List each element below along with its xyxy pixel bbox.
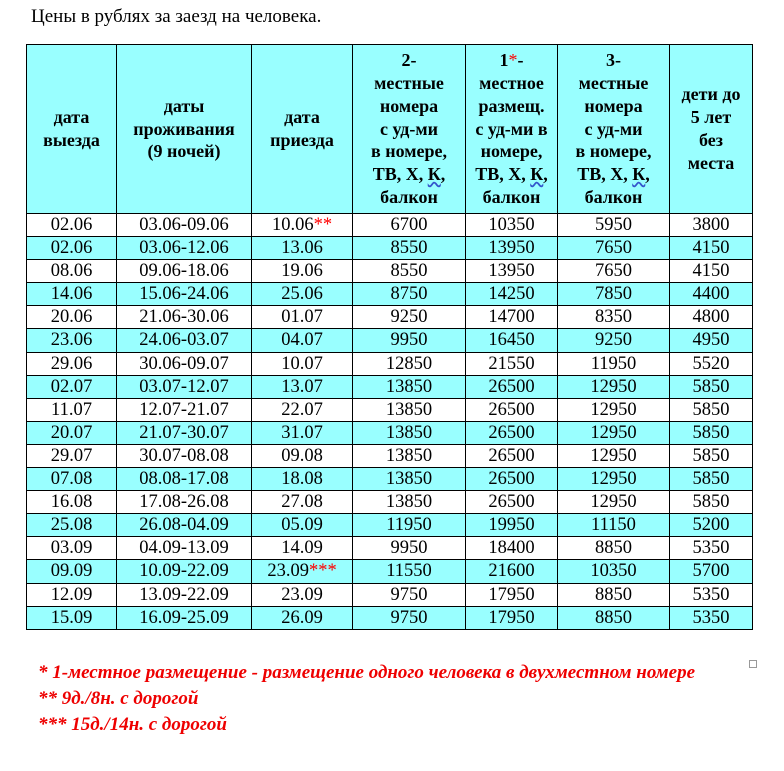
- stay-dates-cell: 03.07-12.07: [117, 375, 252, 398]
- footnote-mark: **: [313, 215, 333, 235]
- table-row: [27, 421, 753, 444]
- arrival-date-cell: 14.09: [252, 537, 353, 560]
- arrival-date-cell: 23.09: [252, 583, 353, 606]
- table-row: [27, 329, 753, 352]
- stay-dates-cell: 21.07-30.07: [117, 421, 252, 444]
- children-price-cell: 5700: [670, 560, 753, 583]
- table-row: [27, 306, 753, 329]
- stay-dates-cell: 21.06-30.06: [117, 306, 252, 329]
- departure-date-cell: 29.07: [27, 444, 117, 467]
- arrival-date-cell: 01.07: [252, 306, 353, 329]
- double-room-price-cell: 9250: [353, 306, 466, 329]
- single-occupancy-price-cell: 26500: [466, 398, 558, 421]
- children-price-cell: 5350: [670, 537, 753, 560]
- double-room-price-cell: 11950: [353, 514, 466, 537]
- stay-dates-cell: 17.08-26.08: [117, 491, 252, 514]
- arrival-date-cell: 22.07: [252, 398, 353, 421]
- header-children: дети до 5 лет без места: [670, 45, 753, 214]
- single-occupancy-price-cell: 17950: [466, 606, 558, 629]
- single-occupancy-price-cell: 26500: [466, 375, 558, 398]
- arrival-date-cell: 23.09***: [252, 560, 353, 583]
- stay-dates-cell: 24.06-03.07: [117, 329, 252, 352]
- children-price-cell: 5350: [670, 583, 753, 606]
- children-price-cell: 4150: [670, 237, 753, 260]
- footnote-two-stars: ** 9д./8н. с дорогой: [38, 688, 199, 709]
- children-price-cell: 5520: [670, 352, 753, 375]
- table-row: [27, 398, 753, 421]
- table-caption: Цены в рублях за заезд на человека.: [31, 6, 322, 27]
- stay-dates-cell: 03.06-09.06: [117, 214, 252, 237]
- stay-dates-cell: 30.07-08.08: [117, 444, 252, 467]
- triple-room-price-cell: 12950: [558, 421, 670, 444]
- departure-date-cell: 25.08: [27, 514, 117, 537]
- triple-room-price-cell: 8850: [558, 606, 670, 629]
- footnote-mark: ***: [308, 561, 337, 582]
- triple-room-price-cell: 7850: [558, 283, 670, 306]
- triple-room-price-cell: 12950: [558, 468, 670, 491]
- header-departure-date: дата выезда: [27, 45, 117, 214]
- stay-dates-cell: 03.06-12.06: [117, 237, 252, 260]
- header-double-rooms: 2- местные номера с уд-ми в номере, ТВ, Х, К, балкон: [353, 45, 466, 214]
- single-occupancy-price-cell: 21550: [466, 352, 558, 375]
- single-occupancy-price-cell: 14250: [466, 283, 558, 306]
- triple-room-price-cell: 9250: [558, 329, 670, 352]
- triple-room-price-cell: 8850: [558, 537, 670, 560]
- double-room-price-cell: 12850: [353, 352, 466, 375]
- arrival-date-cell: 27.08: [252, 491, 353, 514]
- departure-date-cell: 02.06: [27, 214, 117, 237]
- table-row: [27, 537, 753, 560]
- departure-date-cell: 23.06: [27, 329, 117, 352]
- arrival-date-cell: 26.09: [252, 606, 353, 629]
- children-price-cell: 5850: [670, 468, 753, 491]
- table-row: [27, 237, 753, 260]
- table-row: [27, 606, 753, 629]
- prices-table: [26, 44, 753, 630]
- stay-dates-cell: 09.06-18.06: [117, 260, 252, 283]
- single-occupancy-price-cell: 21600: [466, 560, 558, 583]
- triple-room-price-cell: 11150: [558, 514, 670, 537]
- children-price-cell: 4800: [670, 306, 753, 329]
- double-room-price-cell: 13850: [353, 398, 466, 421]
- double-room-price-cell: 9750: [353, 583, 466, 606]
- double-room-price-cell: 9750: [353, 606, 466, 629]
- double-room-price-cell: 8550: [353, 260, 466, 283]
- single-occupancy-price-cell: 26500: [466, 444, 558, 467]
- footnote-single-occupancy: * 1-местное размещение - размещение одного человека в двухместном номере: [38, 662, 696, 683]
- double-room-price-cell: 8550: [353, 237, 466, 260]
- stay-dates-cell: 13.09-22.09: [117, 583, 252, 606]
- table-row: [27, 468, 753, 491]
- children-price-cell: 4400: [670, 283, 753, 306]
- departure-date-cell: 08.06: [27, 260, 117, 283]
- double-room-price-cell: 13850: [353, 491, 466, 514]
- departure-date-cell: 02.06: [27, 237, 117, 260]
- arrival-date-cell: 18.08: [252, 468, 353, 491]
- stay-dates-cell: 15.06-24.06: [117, 283, 252, 306]
- children-price-cell: 5200: [670, 514, 753, 537]
- double-room-price-cell: 9950: [353, 329, 466, 352]
- double-room-price-cell: 13850: [353, 375, 466, 398]
- triple-room-price-cell: 10350: [558, 560, 670, 583]
- arrival-date-cell: 19.06: [252, 260, 353, 283]
- departure-date-cell: 14.06: [27, 283, 117, 306]
- children-price-cell: 5850: [670, 421, 753, 444]
- arrival-date-cell: 10.06**: [252, 214, 353, 237]
- triple-room-price-cell: 12950: [558, 444, 670, 467]
- single-occupancy-price-cell: 16450: [466, 329, 558, 352]
- stay-dates-cell: 08.08-17.08: [117, 468, 252, 491]
- children-price-cell: 4950: [670, 329, 753, 352]
- departure-date-cell: 07.08: [27, 468, 117, 491]
- children-price-cell: 5850: [670, 375, 753, 398]
- departure-date-cell: 03.09: [27, 537, 117, 560]
- table-row: [27, 491, 753, 514]
- single-occupancy-price-cell: 17950: [466, 583, 558, 606]
- arrival-date-cell: 25.06: [252, 283, 353, 306]
- double-room-price-cell: 6700: [353, 214, 466, 237]
- single-occupancy-price-cell: 26500: [466, 491, 558, 514]
- double-room-price-cell: 11550: [353, 560, 466, 583]
- header-row: [27, 45, 753, 214]
- stay-dates-cell: 26.08-04.09: [117, 514, 252, 537]
- departure-date-cell: 29.06: [27, 352, 117, 375]
- arrival-date-cell: 09.08: [252, 444, 353, 467]
- table-row: [27, 444, 753, 467]
- table-row: [27, 214, 753, 237]
- triple-room-price-cell: 7650: [558, 260, 670, 283]
- header-arrival-date: дата приезда: [252, 45, 353, 214]
- double-room-price-cell: 13850: [353, 444, 466, 467]
- children-price-cell: 3800: [670, 214, 753, 237]
- table-row: [27, 352, 753, 375]
- arrival-date-cell: 10.07: [252, 352, 353, 375]
- table-row: [27, 560, 753, 583]
- triple-room-price-cell: 12950: [558, 375, 670, 398]
- table-row: [27, 583, 753, 606]
- double-room-price-cell: 13850: [353, 421, 466, 444]
- header-triple-rooms: 3- местные номера с уд-ми в номере, ТВ, Х, К, балкон: [558, 45, 670, 214]
- departure-date-cell: 15.09: [27, 606, 117, 629]
- departure-date-cell: 02.07: [27, 375, 117, 398]
- single-occupancy-price-cell: 13950: [466, 260, 558, 283]
- triple-room-price-cell: 11950: [558, 352, 670, 375]
- stay-dates-cell: 12.07-21.07: [117, 398, 252, 421]
- triple-room-price-cell: 8350: [558, 306, 670, 329]
- children-price-cell: 5850: [670, 444, 753, 467]
- triple-room-price-cell: 7650: [558, 237, 670, 260]
- arrival-date-cell: 13.06: [252, 237, 353, 260]
- arrival-date-cell: 04.07: [252, 329, 353, 352]
- children-price-cell: 5350: [670, 606, 753, 629]
- table-body: [27, 214, 753, 630]
- departure-date-cell: 09.09: [27, 560, 117, 583]
- single-occupancy-price-cell: 13950: [466, 237, 558, 260]
- triple-room-price-cell: 5950: [558, 214, 670, 237]
- departure-date-cell: 12.09: [27, 583, 117, 606]
- header-stay-dates: даты проживания (9 ночей): [117, 45, 252, 214]
- triple-room-price-cell: 12950: [558, 491, 670, 514]
- single-occupancy-price-cell: 14700: [466, 306, 558, 329]
- footnote-three-stars: *** 15д./14н. с дорогой: [38, 714, 227, 735]
- table-row: [27, 283, 753, 306]
- children-price-cell: 4150: [670, 260, 753, 283]
- table-row: [27, 375, 753, 398]
- children-price-cell: 5850: [670, 491, 753, 514]
- departure-date-cell: 20.06: [27, 306, 117, 329]
- stay-dates-cell: 04.09-13.09: [117, 537, 252, 560]
- table-row: [27, 260, 753, 283]
- arrival-date-cell: 05.09: [252, 514, 353, 537]
- triple-room-price-cell: 12950: [558, 398, 670, 421]
- departure-date-cell: 16.08: [27, 491, 117, 514]
- table-row: [27, 514, 753, 537]
- resize-handle[interactable]: [749, 660, 757, 668]
- single-occupancy-price-cell: 10350: [466, 214, 558, 237]
- arrival-date-cell: 31.07: [252, 421, 353, 444]
- double-room-price-cell: 13850: [353, 468, 466, 491]
- triple-room-price-cell: 8850: [558, 583, 670, 606]
- single-occupancy-price-cell: 19950: [466, 514, 558, 537]
- children-price-cell: 5850: [670, 398, 753, 421]
- arrival-date-cell: 13.07: [252, 375, 353, 398]
- double-room-price-cell: 9950: [353, 537, 466, 560]
- stay-dates-cell: 10.09-22.09: [117, 560, 252, 583]
- footnotes: [38, 660, 758, 738]
- stay-dates-cell: 16.09-25.09: [117, 606, 252, 629]
- single-occupancy-price-cell: 26500: [466, 421, 558, 444]
- double-room-price-cell: 8750: [353, 283, 466, 306]
- single-occupancy-price-cell: 18400: [466, 537, 558, 560]
- stay-dates-cell: 30.06-09.07: [117, 352, 252, 375]
- header-single-occupancy: 1*- местное размещ. с уд-ми в номере, ТВ, Х, К, балкон: [466, 45, 558, 214]
- departure-date-cell: 11.07: [27, 398, 117, 421]
- single-occupancy-price-cell: 26500: [466, 468, 558, 491]
- departure-date-cell: 20.07: [27, 421, 117, 444]
